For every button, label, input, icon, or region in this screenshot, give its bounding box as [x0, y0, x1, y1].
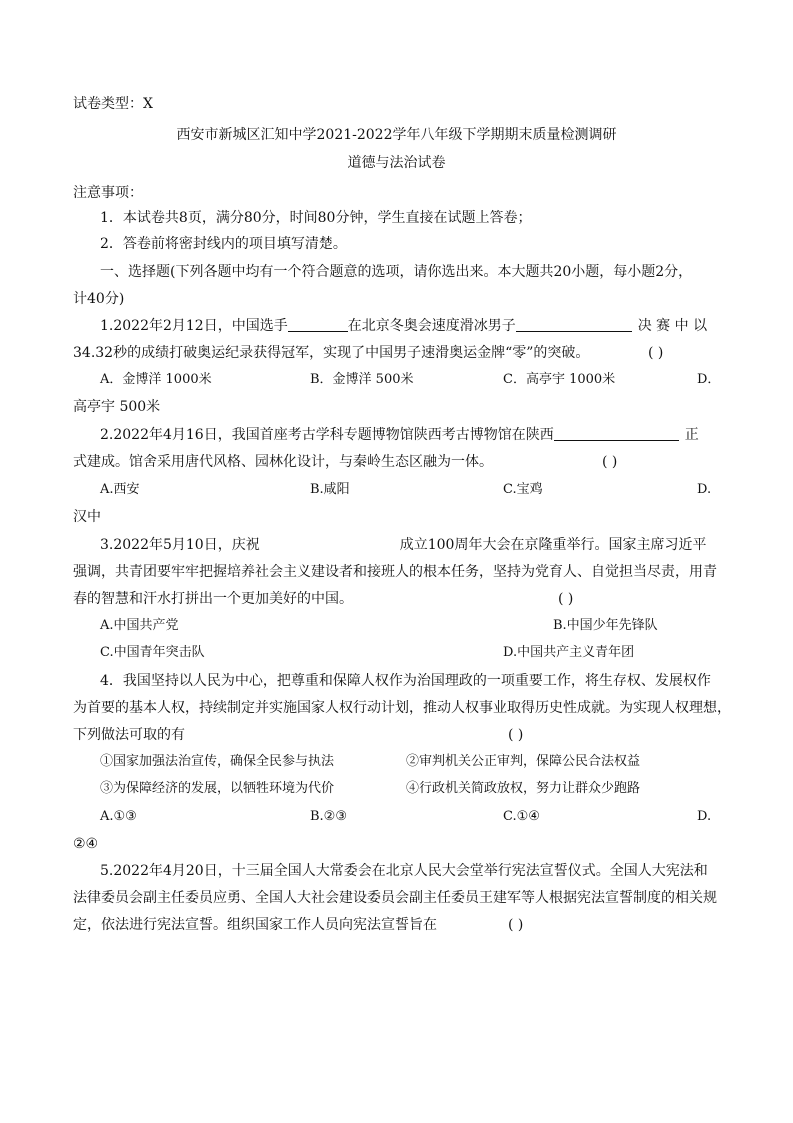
q4-option-d-text: ②④: [73, 836, 99, 852]
question-3-text-b: 成立100周年大会在京隆重举行。国家主席习近平: [399, 537, 707, 553]
q1-option-c: C．高亭宇 1000米: [503, 372, 616, 387]
answer-blank: [288, 317, 348, 332]
notes-item-2: 2．答卷前将密封线内的项目填写清楚。: [100, 236, 347, 252]
notes-item-1: 1．本试卷共8页，满分80分，时间80分钟，学生直接在试题上答卷；: [100, 210, 532, 226]
q4-option-c: C.①④: [503, 809, 540, 824]
q4-option-d: D.: [697, 809, 712, 824]
q3-option-a: A.中国共产党: [100, 618, 179, 633]
answer-paren: ( ): [602, 454, 618, 470]
question-1-text-a: 1.2022年2月12日，中国选手: [100, 318, 288, 334]
q2-option-d: D.: [697, 482, 712, 497]
q1-option-a: A．金博洋 1000米: [100, 372, 212, 387]
answer-paren: ( ): [558, 591, 574, 607]
q1-option-d-text: 高亭宇 500米: [73, 399, 161, 415]
question-5-line-2: 法律委员会副主任委员应勇、全国人大社会建设委员会副主任委员王建军等人根据宪法宣誓制度的相关规: [73, 890, 717, 906]
q4-statement-4: ④行政机关简政放权，努力让群众少跑路: [406, 781, 641, 796]
q3-option-b: B.中国少年先锋队: [553, 618, 658, 633]
exam-subtitle: 道德与法治试卷: [347, 155, 446, 171]
question-1-line-1: [100, 316, 750, 336]
answer-blank: [554, 426, 679, 441]
section-heading-cont: 计40分): [73, 291, 125, 307]
question-4-line-2: 为首要的基本人权，持续制定并实施国家人权行动计划，推动人权事业取得历史性成就。为实现人权理想，: [73, 700, 731, 716]
q3-option-c: C.中国青年突击队: [100, 645, 205, 660]
question-2-text-b: 正: [684, 427, 699, 443]
question-2-line-1: [100, 425, 750, 445]
q4-option-b: B.②③: [310, 809, 347, 824]
question-4-line-3: 下列做法可取的有: [73, 727, 185, 743]
question-2-text-a: 2.2022年4月16日，我国首座考古学科专题博物馆陕西考古博物馆在陕西: [100, 427, 554, 443]
question-3-line-1: [100, 535, 750, 555]
answer-paren: ( ): [648, 345, 664, 361]
question-3-line-2: 强调，共青团要牢牢把握培养社会主义建设者和接班人的根本任务，坚持为党育人、自觉担当尽责，用青: [73, 564, 717, 580]
q1-option-b: B．金博洋 500米: [310, 372, 414, 387]
paper-type: 试卷类型：X: [73, 96, 153, 112]
question-3-line-3: 春的智慧和汗水打拼出一个更加美好的中国。: [73, 591, 353, 607]
question-5-line-3: 定，依法进行宪法宣誓。组织国家工作人员向宪法宣誓旨在: [73, 917, 437, 933]
question-3-text-a: 3.2022年5月10日，庆祝: [100, 537, 260, 553]
answer-paren: ( ): [508, 727, 524, 743]
question-1-line-2: 34.32秒的成绩打破奥运纪录获得冠军，实现了中国男子速滑奥运金牌“零”的突破。: [73, 345, 590, 361]
q4-option-a: A.①③: [100, 809, 137, 824]
answer-paren: ( ): [508, 917, 524, 933]
question-4-line-1: 4．我国坚持以人民为中心，把尊重和保障人权作为治国理政的一项重要工作，将生存权、发展权作: [100, 673, 711, 689]
question-1-text-c: 决 赛 中 以: [637, 318, 708, 334]
q2-option-a: A.西安: [100, 482, 140, 497]
q2-option-c: C.宝鸡: [503, 482, 543, 497]
q2-option-d-text: 汉中: [73, 509, 101, 525]
answer-blank: [516, 317, 632, 332]
q1-option-d: D．: [697, 372, 721, 387]
question-5-line-1: 5.2022年4月20日，十三届全国人大常委会在北京人民大会堂举行宪法宣誓仪式。全国人大宪法和: [100, 863, 708, 879]
notes-heading: 注意事项：: [73, 185, 143, 201]
question-2-line-2: 式建成。馆舍采用唐代风格、园林化设计，与秦岭生态区融为一体。: [73, 454, 493, 470]
q3-option-d: D.中国共产主义青年团: [503, 645, 635, 660]
question-1-text-b: 在北京冬奥会速度滑冰男子: [347, 318, 516, 334]
q4-statement-2: ②审判机关公正审判，保障公民合法权益: [406, 754, 641, 769]
q2-option-b: B.咸阳: [310, 482, 350, 497]
q4-statement-1: ①国家加强法治宣传，确保全民参与执法: [100, 754, 335, 769]
section-heading: 一、选择题(下列各题中均有一个符合题意的选项，请你选出来。本大题共20小题，每小题2分，: [100, 264, 693, 280]
q4-statement-3: ③为保障经济的发展，以牺牲环境为代价: [100, 781, 335, 796]
exam-title: 西安市新城区汇知中学2021-2022学年八年级下学期期末质量检测调研: [176, 127, 617, 143]
